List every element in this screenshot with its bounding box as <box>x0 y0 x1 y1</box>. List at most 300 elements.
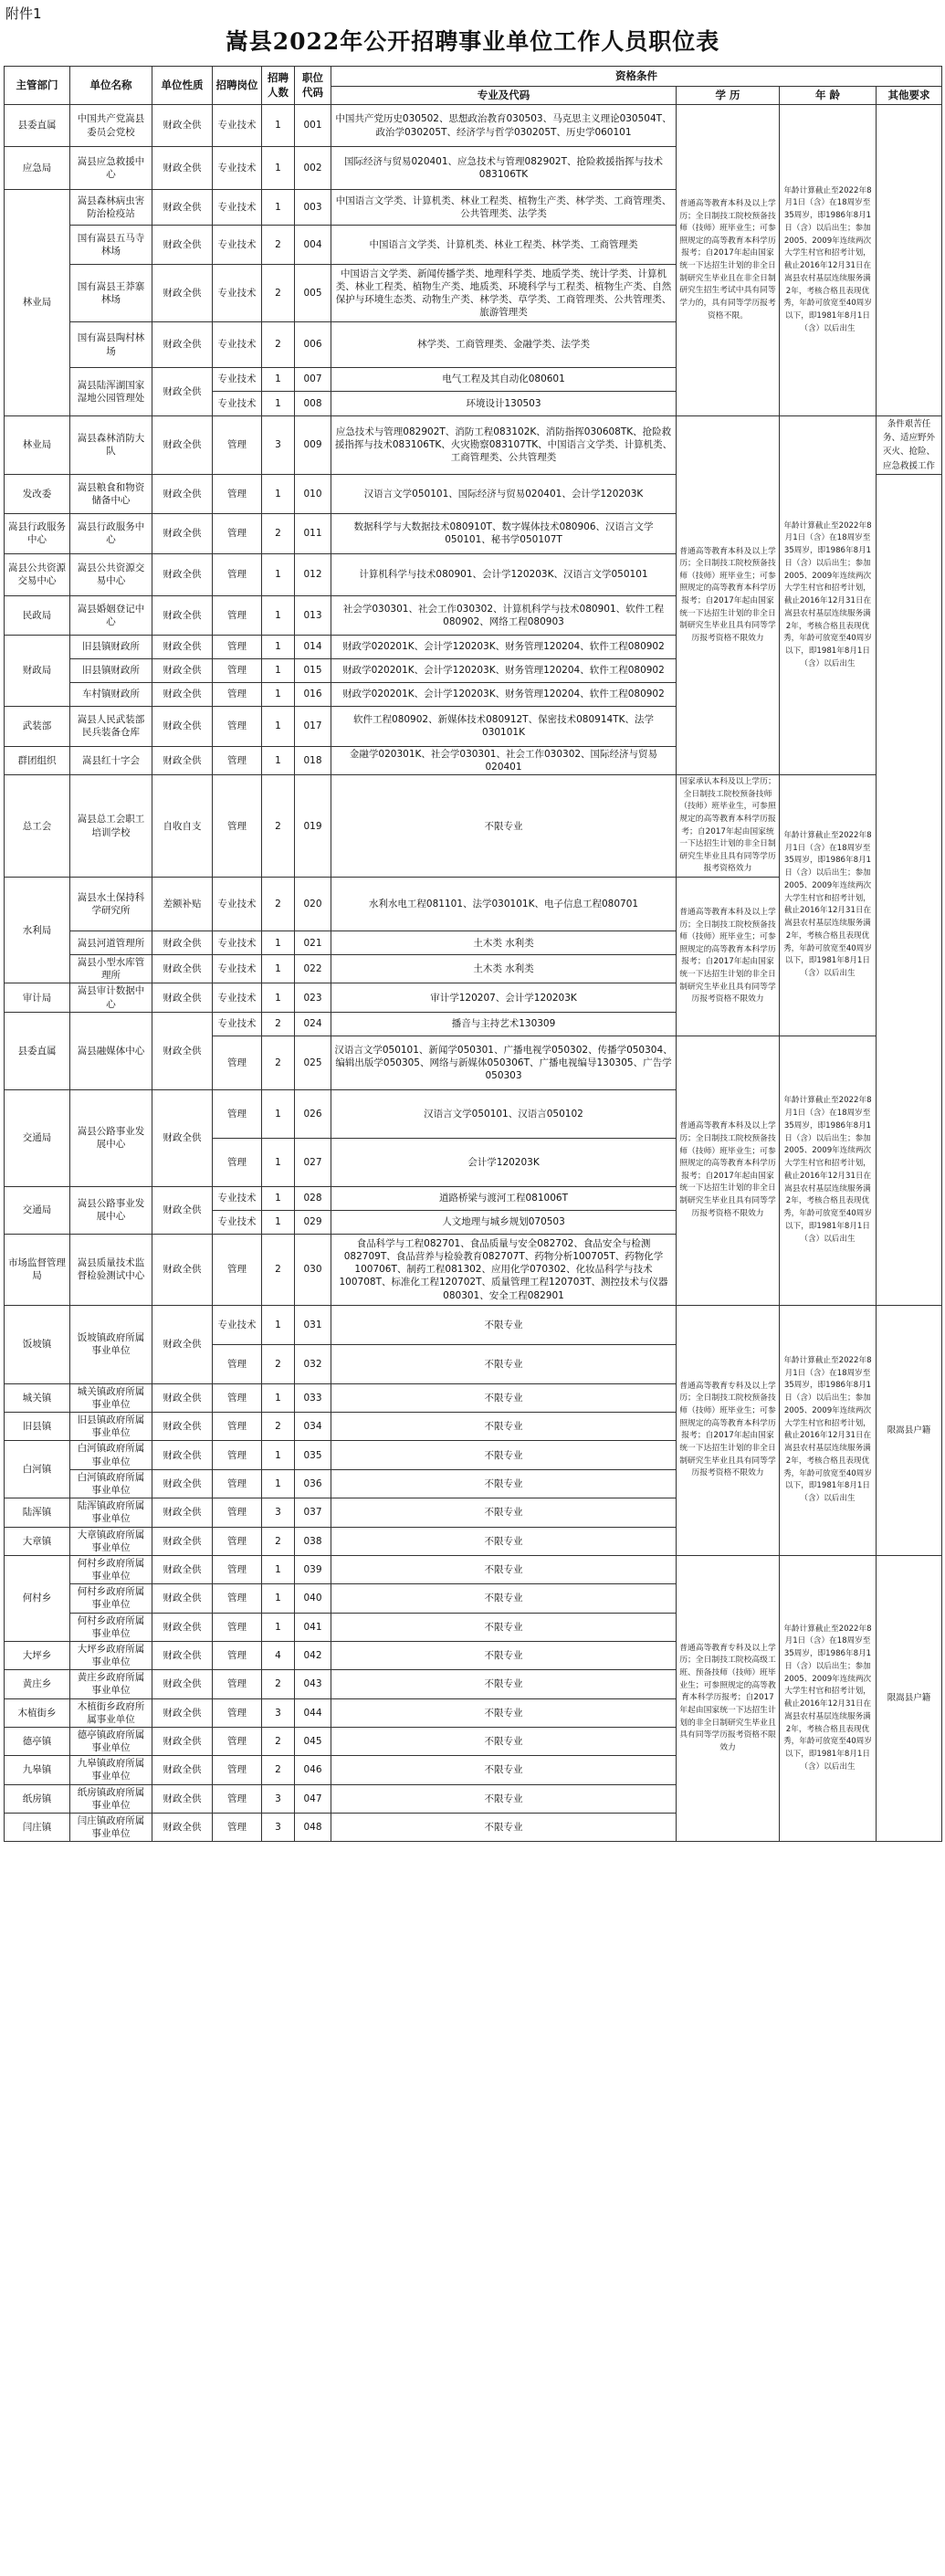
age-cell: 年龄计算截止至2022年8月1日（含）在18周岁至35周岁，即1986年8月1日（含）以后出生；参加2005、2009年连续两次大学生村官和招考计划，截止2016年12月31日在嵩县农村基层连续服务满2年，考核合格且表现优秀，年龄可放宽至40周岁以下，即1981年8月1日（含）以后出生 <box>780 1555 877 1841</box>
num-cell: 1 <box>262 682 295 706</box>
num-cell: 1 <box>262 595 295 635</box>
dept-cell: 陆浑镇 <box>5 1498 70 1527</box>
code-cell: 028 <box>295 1186 331 1210</box>
post-cell: 专业技术 <box>213 1186 262 1210</box>
code-cell: 009 <box>295 416 331 475</box>
post-cell: 管理 <box>213 1234 262 1305</box>
education-cell: 普通高等教育专科及以上学历；全日制技工院校高级工班、预备技师（技师）班毕业生；可参照规定的高等教育本科学历报考；自2017年起由国家统一下达招生计划的非全日制研究生毕业且具有同等学历报考资格不限效力 <box>677 1555 780 1841</box>
code-cell: 039 <box>295 1555 331 1583</box>
num-cell: 2 <box>262 322 295 368</box>
nature-cell: 财政全供 <box>152 1641 213 1669</box>
code-cell: 027 <box>295 1138 331 1186</box>
num-cell: 1 <box>262 190 295 226</box>
header-qualification: 资格条件 <box>331 67 942 87</box>
nature-cell: 财政全供 <box>152 1383 213 1412</box>
unit-cell: 嵩县水土保持科学研究所 <box>70 878 152 931</box>
unit-cell: 嵩县森林消防大队 <box>70 416 152 475</box>
education-cell: 国家承认本科及以上学历；全日制技工院校预备技师（技师）班毕业生，可参照规定的高等教育本科学历报考；自2017年起由国家统一下达招生计划的非全日制研究生毕业且具有同等学历报考资格效力 <box>677 775 780 878</box>
nature-cell: 财政全供 <box>152 105 213 147</box>
num-cell: 1 <box>262 1584 295 1613</box>
unit-cell: 国有嵩县五马寺林场 <box>70 226 152 265</box>
num-cell: 1 <box>262 1305 295 1344</box>
post-cell: 专业技术 <box>213 147 262 190</box>
other-cell: 限嵩县户籍 <box>877 1555 942 1841</box>
num-cell: 4 <box>262 1641 295 1669</box>
unit-cell: 白河镇政府所属事业单位 <box>70 1469 152 1498</box>
num-cell: 2 <box>262 513 295 553</box>
post-cell: 专业技术 <box>213 931 262 955</box>
num-cell: 1 <box>262 1138 295 1186</box>
num-cell: 1 <box>262 105 295 147</box>
major-cell: 不限专业 <box>331 1784 677 1813</box>
dept-cell: 白河镇 <box>5 1441 70 1498</box>
major-cell: 不限专业 <box>331 1670 677 1698</box>
major-cell: 不限专业 <box>331 775 677 878</box>
num-cell: 2 <box>262 1727 295 1755</box>
code-cell: 012 <box>295 553 331 595</box>
unit-cell: 嵩县公路事业发展中心 <box>70 1089 152 1186</box>
education-cell: 普通高等教育本科及以上学历；全日制技工院校预备技师（技师）班毕业生；可参照规定的高等教育本科学历报考；自2017年起由国家统一下达招生计划的非全日制研究生毕业且具有同等学历报考资格不限效力 <box>677 1036 780 1305</box>
nature-cell: 财政全供 <box>152 147 213 190</box>
post-cell: 管理 <box>213 1469 262 1498</box>
nature-cell: 财政全供 <box>152 1234 213 1305</box>
nature-cell: 财政全供 <box>152 1727 213 1755</box>
nature-cell: 财政全供 <box>152 635 213 658</box>
unit-cell: 黄庄乡政府所属事业单位 <box>70 1670 152 1698</box>
code-cell: 034 <box>295 1413 331 1441</box>
header-dept: 主管部门 <box>5 67 70 105</box>
post-cell: 管理 <box>213 1584 262 1613</box>
post-cell: 管理 <box>213 1441 262 1469</box>
major-cell: 汉语言文学050101、国际经济与贸易020401、会计学120203K <box>331 474 677 513</box>
table-row <box>5 105 942 147</box>
post-cell: 管理 <box>213 1498 262 1527</box>
code-cell: 007 <box>295 368 331 392</box>
unit-cell: 嵩县河道管理所 <box>70 931 152 955</box>
post-cell: 管理 <box>213 595 262 635</box>
education-cell: 普通高等教育本科及以上学历；全日制技工院校预备技师（技师）班毕业生；可参照规定的高等教育本科学历报考；自2017年起由国家统一下达招生计划的非全日制研究生毕业且具有同等学历报考资格不限效力 <box>677 878 780 1036</box>
unit-cell: 大坪乡政府所属事业单位 <box>70 1641 152 1669</box>
post-cell: 管理 <box>213 1670 262 1698</box>
post-cell: 管理 <box>213 775 262 878</box>
dept-cell: 民政局 <box>5 595 70 635</box>
code-cell: 006 <box>295 322 331 368</box>
num-cell: 3 <box>262 1813 295 1841</box>
post-cell: 管理 <box>213 474 262 513</box>
age-cell: 年龄计算截止至2022年8月1日（含）在18周岁至35周岁，即1986年8月1日（含）以后出生；参加2005、2009年连续两次大学生村官和招考计划，截止2016年12月31日在嵩县农村基层连续服务满2年，考核合格且表现优秀，年龄可放宽至40周岁以下，即1981年8月1日（含）以后出生 <box>780 416 877 775</box>
unit-cell: 嵩县小型水库管理所 <box>70 955 152 983</box>
major-cell: 会计学120203K <box>331 1138 677 1186</box>
num-cell: 2 <box>262 1527 295 1555</box>
major-cell: 国际经济与贸易020401、应急技术与管理082902T、抢险救援指挥与技术083106TK <box>331 147 677 190</box>
header-nature: 单位性质 <box>152 67 213 105</box>
num-cell: 1 <box>262 147 295 190</box>
nature-cell: 财政全供 <box>152 1527 213 1555</box>
num-cell: 1 <box>262 553 295 595</box>
code-cell: 010 <box>295 474 331 513</box>
unit-cell: 城关镇政府所属事业单位 <box>70 1383 152 1412</box>
unit-cell: 车村镇财政所 <box>70 682 152 706</box>
post-cell: 管理 <box>213 1089 262 1138</box>
dept-cell: 交通局 <box>5 1089 70 1186</box>
dept-cell: 市场监督管理局 <box>5 1234 70 1305</box>
major-cell: 不限专业 <box>331 1344 677 1383</box>
nature-cell: 财政全供 <box>152 265 213 322</box>
post-cell: 管理 <box>213 1613 262 1641</box>
header-unit: 单位名称 <box>70 67 152 105</box>
unit-cell: 嵩县应急救援中心 <box>70 147 152 190</box>
major-cell: 不限专业 <box>331 1305 677 1344</box>
num-cell: 2 <box>262 1670 295 1698</box>
code-cell: 023 <box>295 983 331 1012</box>
post-cell: 管理 <box>213 682 262 706</box>
major-cell: 不限专业 <box>331 1698 677 1727</box>
major-cell: 不限专业 <box>331 1413 677 1441</box>
major-cell: 汉语言文学050101、汉语言050102 <box>331 1089 677 1138</box>
post-cell: 管理 <box>213 1756 262 1784</box>
major-cell: 社会学030301、社会工作030302、计算机科学与技术080901、软件工程080902、网络工程080903 <box>331 595 677 635</box>
num-cell: 2 <box>262 1012 295 1036</box>
unit-cell: 纸房镇政府所属事业单位 <box>70 1784 152 1813</box>
post-cell: 管理 <box>213 416 262 475</box>
nature-cell: 自收自支 <box>152 775 213 878</box>
code-cell: 014 <box>295 635 331 658</box>
dept-cell: 林业局 <box>5 416 70 475</box>
dept-cell: 木植街乡 <box>5 1698 70 1727</box>
unit-cell: 九皋镇政府所属事业单位 <box>70 1756 152 1784</box>
post-cell: 管理 <box>213 1784 262 1813</box>
major-cell: 汉语言文学050101、新闻学050301、广播电视学050302、传播学050304、编辑出版学050305、网络与新媒体050306T、广播电视编导130305、广告学050303 <box>331 1036 677 1089</box>
code-cell: 029 <box>295 1210 331 1234</box>
num-cell: 2 <box>262 1234 295 1305</box>
age-cell: 年龄计算截止至2022年8月1日（含）在18周岁至35周岁，即1986年8月1日（含）以后出生；参加2005、2009年连续两次大学生村官和招考计划，截止2016年12月31日在嵩县农村基层连续服务满2年，考核合格且表现优秀，年龄可放宽至40周岁以下，即1981年8月1日（含）以后出生 <box>780 105 877 416</box>
post-cell: 专业技术 <box>213 1210 262 1234</box>
unit-cell: 嵩县粮食和物资储备中心 <box>70 474 152 513</box>
major-cell: 不限专业 <box>331 1727 677 1755</box>
dept-cell: 嵩县行政服务中心 <box>5 513 70 553</box>
num-cell: 1 <box>262 392 295 416</box>
position-table <box>4 66 942 1842</box>
major-cell: 播音与主持艺术130309 <box>331 1012 677 1036</box>
major-cell: 不限专业 <box>331 1756 677 1784</box>
code-cell: 022 <box>295 955 331 983</box>
code-cell: 036 <box>295 1469 331 1498</box>
post-cell: 管理 <box>213 1036 262 1089</box>
major-cell: 应急技术与管理082902T、消防工程083102K、消防指挥030608TK、抢险救援指挥与技术083106TK、火灾勘察083107TK、中国语言文学类、计算机类、工商管理类、公共管理类 <box>331 416 677 475</box>
unit-cell: 德亭镇政府所属事业单位 <box>70 1727 152 1755</box>
unit-cell: 闫庄镇政府所属事业单位 <box>70 1813 152 1841</box>
major-cell: 人文地理与城乡规划070503 <box>331 1210 677 1234</box>
age-cell: 年龄计算截止至2022年8月1日（含）在18周岁至35周岁，即1986年8月1日（含）以后出生；参加2005、2009年连续两次大学生村官和招考计划，截止2016年12月31日在嵩县农村基层连续服务满2年，考核合格且表现优秀，年龄可放宽至40周岁以下，即1981年8月1日（含）以后出生 <box>780 1036 877 1305</box>
unit-cell: 旧县镇财政所 <box>70 658 152 682</box>
dept-cell: 大章镇 <box>5 1527 70 1555</box>
table-row <box>5 1555 942 1583</box>
major-cell: 不限专业 <box>331 1383 677 1412</box>
unit-cell: 何村乡政府所属事业单位 <box>70 1584 152 1613</box>
post-cell: 专业技术 <box>213 105 262 147</box>
nature-cell: 财政全供 <box>152 658 213 682</box>
page-title: 嵩县2022年公开招聘事业单位工作人员职位表 <box>225 28 720 55</box>
education-cell: 普通高等教育本科及以上学历；全日制技工院校预备技师（技师）班毕业生；可参照规定的高等教育本科学历报考；自2017年起由国家统一下达招生计划的非全日制研究生毕业且具有同等学历报考资格不限效力 <box>677 416 780 775</box>
code-cell: 020 <box>295 878 331 931</box>
dept-cell: 县委直属 <box>5 1012 70 1089</box>
post-cell: 专业技术 <box>213 265 262 322</box>
code-cell: 003 <box>295 190 331 226</box>
num-cell: 2 <box>262 775 295 878</box>
dept-cell: 总工会 <box>5 775 70 878</box>
major-cell: 不限专业 <box>331 1641 677 1669</box>
age-cell: 年龄计算截止至2022年8月1日（含）在18周岁至35周岁，即1986年8月1日（含）以后出生；参加2005、2009年连续两次大学生村官和招考计划，截止2016年12月31日在嵩县农村基层连续服务满2年，考核合格且表现优秀，年龄可放宽至40周岁以下，即1981年8月1日（含）以后出生 <box>780 1305 877 1555</box>
nature-cell: 差额补贴 <box>152 878 213 931</box>
code-cell: 032 <box>295 1344 331 1383</box>
unit-cell: 嵩县婚姻登记中心 <box>70 595 152 635</box>
major-cell: 财政学020201K、会计学120203K、财务管理120204、软件工程080902 <box>331 682 677 706</box>
num-cell: 2 <box>262 226 295 265</box>
unit-cell: 嵩县行政服务中心 <box>70 513 152 553</box>
code-cell: 038 <box>295 1527 331 1555</box>
dept-cell: 交通局 <box>5 1186 70 1234</box>
code-cell: 011 <box>295 513 331 553</box>
nature-cell: 财政全供 <box>152 368 213 416</box>
nature-cell: 财政全供 <box>152 1784 213 1813</box>
post-cell: 管理 <box>213 1555 262 1583</box>
code-cell: 035 <box>295 1441 331 1469</box>
num-cell: 1 <box>262 1555 295 1583</box>
header-num: 招聘人数 <box>262 67 295 105</box>
nature-cell: 财政全供 <box>152 1305 213 1383</box>
major-cell: 不限专业 <box>331 1613 677 1641</box>
major-cell: 不限专业 <box>331 1469 677 1498</box>
nature-cell: 财政全供 <box>152 226 213 265</box>
post-cell: 管理 <box>213 1698 262 1727</box>
post-cell: 专业技术 <box>213 955 262 983</box>
nature-cell: 财政全供 <box>152 983 213 1012</box>
dept-cell: 嵩县公共资源交易中心 <box>5 553 70 595</box>
dept-cell: 纸房镇 <box>5 1784 70 1813</box>
major-cell: 计算机科学与技术080901、会计学120203K、汉语言文学050101 <box>331 553 677 595</box>
header-education: 学 历 <box>677 87 780 105</box>
nature-cell: 财政全供 <box>152 1498 213 1527</box>
nature-cell: 财政全供 <box>152 1613 213 1641</box>
nature-cell: 财政全供 <box>152 513 213 553</box>
nature-cell: 财政全供 <box>152 1089 213 1186</box>
nature-cell: 财政全供 <box>152 322 213 368</box>
other-cell <box>877 474 942 1305</box>
post-cell: 专业技术 <box>213 1012 262 1036</box>
major-cell: 审计学120207、会计学120203K <box>331 983 677 1012</box>
major-cell: 中国语言文学类、计算机类、林业工程类、林学类、工商管理类 <box>331 226 677 265</box>
dept-cell: 发改委 <box>5 474 70 513</box>
major-cell: 不限专业 <box>331 1498 677 1527</box>
major-cell: 电气工程及其自动化080601 <box>331 368 677 392</box>
code-cell: 019 <box>295 775 331 878</box>
num-cell: 3 <box>262 1498 295 1527</box>
unit-cell: 中国共产党嵩县委员会党校 <box>70 105 152 147</box>
nature-cell: 财政全供 <box>152 190 213 226</box>
post-cell: 管理 <box>213 1641 262 1669</box>
other-cell <box>877 105 942 416</box>
unit-cell: 嵩县公路事业发展中心 <box>70 1186 152 1234</box>
post-cell: 管理 <box>213 553 262 595</box>
dept-cell: 旧县镇 <box>5 1413 70 1441</box>
num-cell: 1 <box>262 1089 295 1138</box>
num-cell: 1 <box>262 746 295 774</box>
nature-cell: 财政全供 <box>152 1186 213 1234</box>
major-cell: 财政学020201K、会计学120203K、财务管理120204、软件工程080902 <box>331 635 677 658</box>
post-cell: 专业技术 <box>213 190 262 226</box>
dept-cell: 黄庄乡 <box>5 1670 70 1698</box>
unit-cell: 嵩县人民武装部民兵装备仓库 <box>70 706 152 746</box>
num-cell: 2 <box>262 1413 295 1441</box>
post-cell: 专业技术 <box>213 1305 262 1344</box>
num-cell: 3 <box>262 1784 295 1813</box>
num-cell: 1 <box>262 983 295 1012</box>
major-cell: 道路桥梁与渡河工程081006T <box>331 1186 677 1210</box>
code-cell: 042 <box>295 1641 331 1669</box>
nature-cell: 财政全供 <box>152 1469 213 1498</box>
unit-cell: 国有嵩县王莽寨林场 <box>70 265 152 322</box>
unit-cell: 嵩县公共资源交易中心 <box>70 553 152 595</box>
code-cell: 016 <box>295 682 331 706</box>
num-cell: 1 <box>262 1613 295 1641</box>
nature-cell: 财政全供 <box>152 1012 213 1089</box>
attachment-label: 附件1 <box>5 5 42 22</box>
major-cell: 不限专业 <box>331 1555 677 1583</box>
num-cell: 1 <box>262 635 295 658</box>
unit-cell: 嵩县质量技术监督检验测试中心 <box>70 1234 152 1305</box>
header-code: 职位代码 <box>295 67 331 105</box>
major-cell: 软件工程080902、新媒体技术080912T、保密技术080914TK、法学030101K <box>331 706 677 746</box>
dept-cell: 应急局 <box>5 147 70 190</box>
unit-cell: 大章镇政府所属事业单位 <box>70 1527 152 1555</box>
education-cell: 普通高等教育专科及以上学历；全日制技工院校预备技师（技师）班毕业生；可参照规定的高等教育本科学历报考；自2017年起由国家统一下达招生计划的非全日制研究生毕业且具有同等学历报考资格不限效力 <box>677 1305 780 1555</box>
other-cell: 条件艰苦任务、适应野外灭火、抢险、应急救援工作 <box>877 416 942 475</box>
post-cell: 管理 <box>213 1527 262 1555</box>
code-cell: 045 <box>295 1727 331 1755</box>
nature-cell: 财政全供 <box>152 1584 213 1613</box>
code-cell: 043 <box>295 1670 331 1698</box>
dept-cell: 审计局 <box>5 983 70 1012</box>
other-cell: 限嵩县户籍 <box>877 1305 942 1555</box>
code-cell: 017 <box>295 706 331 746</box>
dept-cell: 县委直属 <box>5 105 70 147</box>
major-cell: 中国语言文学类、计算机类、林业工程类、植物生产类、林学类、工商管理类、公共管理类、法学类 <box>331 190 677 226</box>
post-cell: 专业技术 <box>213 226 262 265</box>
num-cell: 1 <box>262 1383 295 1412</box>
code-cell: 008 <box>295 392 331 416</box>
code-cell: 021 <box>295 931 331 955</box>
num-cell: 1 <box>262 368 295 392</box>
unit-cell: 国有嵩县陶村林场 <box>70 322 152 368</box>
dept-cell: 武装部 <box>5 706 70 746</box>
nature-cell: 财政全供 <box>152 931 213 955</box>
header-age: 年 龄 <box>780 87 877 105</box>
dept-cell: 大坪乡 <box>5 1641 70 1669</box>
nature-cell: 财政全供 <box>152 1555 213 1583</box>
nature-cell: 财政全供 <box>152 416 213 475</box>
table-row <box>5 775 942 878</box>
table-row <box>5 416 942 475</box>
post-cell: 管理 <box>213 746 262 774</box>
post-cell: 管理 <box>213 1383 262 1412</box>
age-cell: 年龄计算截止至2022年8月1日（含）在18周岁至35周岁，即1986年8月1日（含）以后出生；参加2005、2009年连续两次大学生村官和招考计划，截止2016年12月31日在嵩县农村基层连续服务满2年，考核合格且表现优秀，年龄可放宽至40周岁以下，即1981年8月1日（含）以后出生 <box>780 775 877 1036</box>
nature-cell: 财政全供 <box>152 682 213 706</box>
dept-cell: 群团组织 <box>5 746 70 774</box>
num-cell: 1 <box>262 658 295 682</box>
unit-cell: 嵩县森林病虫害防治检疫站 <box>70 190 152 226</box>
dept-cell: 九皋镇 <box>5 1756 70 1784</box>
code-cell: 048 <box>295 1813 331 1841</box>
major-cell: 不限专业 <box>331 1584 677 1613</box>
num-cell: 1 <box>262 931 295 955</box>
unit-cell: 木植街乡政府所属事业单位 <box>70 1698 152 1727</box>
dept-cell: 何村乡 <box>5 1555 70 1641</box>
major-cell: 土木类 水利类 <box>331 955 677 983</box>
code-cell: 044 <box>295 1698 331 1727</box>
major-cell: 不限专业 <box>331 1527 677 1555</box>
nature-cell: 财政全供 <box>152 553 213 595</box>
header-other: 其他要求 <box>877 87 942 105</box>
unit-cell: 旧县镇政府所属事业单位 <box>70 1413 152 1441</box>
num-cell: 1 <box>262 1210 295 1234</box>
unit-cell: 嵩县陆浑湖国家湿地公园管理处 <box>70 368 152 416</box>
code-cell: 002 <box>295 147 331 190</box>
dept-cell: 德亭镇 <box>5 1727 70 1755</box>
post-cell: 专业技术 <box>213 983 262 1012</box>
post-cell: 管理 <box>213 706 262 746</box>
nature-cell: 财政全供 <box>152 1756 213 1784</box>
header-post: 招聘岗位 <box>213 67 262 105</box>
post-cell: 管理 <box>213 1413 262 1441</box>
num-cell: 2 <box>262 878 295 931</box>
code-cell: 031 <box>295 1305 331 1344</box>
code-cell: 015 <box>295 658 331 682</box>
dept-cell: 林业局 <box>5 190 70 416</box>
major-cell: 土木类 水利类 <box>331 931 677 955</box>
post-cell: 专业技术 <box>213 322 262 368</box>
code-cell: 024 <box>295 1012 331 1036</box>
major-cell: 不限专业 <box>331 1813 677 1841</box>
table-body <box>5 105 942 1842</box>
code-cell: 030 <box>295 1234 331 1305</box>
dept-cell: 饭坡镇 <box>5 1305 70 1383</box>
code-cell: 041 <box>295 1613 331 1641</box>
num-cell: 3 <box>262 1698 295 1727</box>
major-cell: 数据科学与大数据技术080910T、数字媒体技术080906、汉语言文学050101、秘书学050107T <box>331 513 677 553</box>
dept-cell: 闫庄镇 <box>5 1813 70 1841</box>
num-cell: 1 <box>262 706 295 746</box>
code-cell: 047 <box>295 1784 331 1813</box>
major-cell: 林学类、工商管理类、金融学类、法学类 <box>331 322 677 368</box>
nature-cell: 财政全供 <box>152 1670 213 1698</box>
major-cell: 中国共产党历史030502、思想政治教育030503、马克思主义理论030504T、政治学030205T、经济学与哲学030205T、历史学060101 <box>331 105 677 147</box>
unit-cell: 饭坡镇政府所属事业单位 <box>70 1305 152 1383</box>
code-cell: 026 <box>295 1089 331 1138</box>
major-cell: 水利水电工程081101、法学030101K、电子信息工程080701 <box>331 878 677 931</box>
nature-cell: 财政全供 <box>152 595 213 635</box>
num-cell: 2 <box>262 1036 295 1089</box>
code-cell: 037 <box>295 1498 331 1527</box>
num-cell: 3 <box>262 416 295 475</box>
header-major: 专业及代码 <box>331 87 677 105</box>
code-cell: 040 <box>295 1584 331 1613</box>
code-cell: 004 <box>295 226 331 265</box>
num-cell: 1 <box>262 474 295 513</box>
major-cell: 中国语言文学类、新闻传播学类、地理科学类、地质学类、统计学类、计算机类、林业工程类、植物生产类、地质类、环境科学与工程类、植物生产类、自然保护与环境生态类、动物生产类、林学类、草学类、工商管理类、公共管理类、旅游管理类 <box>331 265 677 322</box>
num-cell: 1 <box>262 1469 295 1498</box>
post-cell: 管理 <box>213 1813 262 1841</box>
unit-cell: 嵩县审计数据中心 <box>70 983 152 1012</box>
